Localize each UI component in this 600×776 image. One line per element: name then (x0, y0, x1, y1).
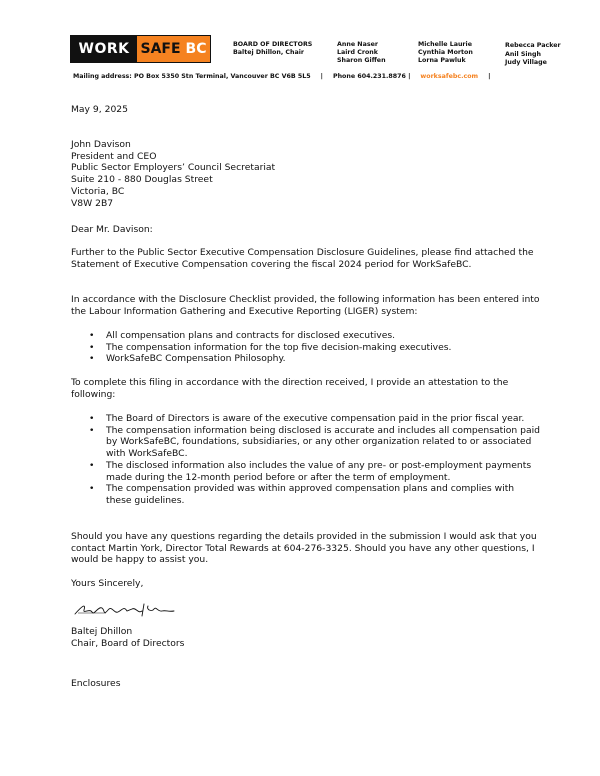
list-item-text: WorkSafeBC Compensation Philosophy. (106, 353, 286, 365)
list-item-text: The compensation information being disclosed is accurate and includes all compensation paid by WorkSafeBC, foundations, subsidiaries, or any other organization related to or associated with WorkSafeBC. (106, 424, 540, 460)
director-name: Anne Naser (337, 41, 378, 48)
recipient-line: President and CEO (71, 150, 157, 162)
list-item (71, 460, 541, 483)
phone-number: Phone 604.231.8876 | (332, 73, 411, 80)
list-item-text: The compensation provided was within approved compensation plans and complies with these guidelines. (106, 483, 515, 506)
attestation-list (71, 413, 541, 507)
paragraph-attestation (71, 377, 541, 400)
worksafebc-logo (70, 35, 211, 63)
logo-safe: SAFE (140, 41, 181, 57)
paragraph-text: Should you have any questions regarding the details provided in the submission I would ask that you contact Martin York, Director Total Rewards at 604-276-3325. Should you have any other questions, I would be happy to assist you. (71, 531, 537, 566)
list-item (71, 413, 541, 425)
salutation: Dear Mr. Davison: (71, 224, 153, 235)
logo-safe-bc (137, 36, 210, 62)
list-item-text: The disclosed information also includes the value of any pre- or post-employment payments made during the 12-month period before or after the term of employment. (106, 459, 532, 483)
enclosures-note: Enclosures (71, 678, 121, 689)
directors-column-3 (505, 42, 561, 68)
list-item (71, 330, 541, 342)
paragraph-text: To complete this filing in accordance with the direction received, I provide an attestation to the following: (71, 377, 509, 400)
board-title: BOARD OF DIRECTORS (233, 41, 313, 48)
bullet-icon: • (89, 330, 95, 341)
separator: | (488, 73, 491, 80)
disclosed-items-list (71, 330, 541, 365)
director-name: Laird Cronk (337, 49, 378, 56)
paragraph-contact (71, 531, 541, 566)
board-heading (233, 41, 312, 57)
director-name: Cynthia Morton (418, 49, 473, 56)
directors-column-1 (337, 41, 386, 65)
list-item (71, 483, 541, 506)
logo-bc: BC (185, 41, 207, 57)
paragraph-text: Further to the Public Sector Executive Compensation Disclosure Guidelines, please find attached the Statement of Executive Compensation covering the fiscal 2024 period for WorkSafeBC. (71, 247, 534, 270)
signer-name: Baltej Dhillon (71, 626, 133, 637)
directors-column-2 (418, 41, 473, 65)
board-chair: Baltej Dhillon, Chair (233, 49, 305, 56)
website-link[interactable]: worksafebc.com (420, 73, 479, 80)
recipient-line: V8W 2B7 (71, 197, 114, 209)
list-item-text: The compensation information for the top five decision-making executives. (106, 341, 452, 353)
paragraph-text: In accordance with the Disclosure Checklist provided, the following information has been entered into the Labour Information Gathering and Executive Reporting (LIGER) system: (71, 294, 540, 317)
bullet-icon: • (89, 341, 95, 353)
signature-icon (72, 600, 177, 620)
list-item (71, 425, 541, 460)
bullet-icon: • (89, 483, 95, 495)
list-item (71, 353, 541, 365)
paragraph-checklist (71, 294, 541, 317)
logo-work: WORK (71, 36, 137, 62)
mailing-address: Mailing address: PO Box 5350 Stn Terminal, Vancouver BC V6B 5L5 (73, 73, 311, 80)
recipient-line: John Davison (71, 139, 131, 150)
director-name: Michelle Laurie (418, 41, 472, 48)
list-item-text: The Board of Directors is aware of the executive compensation paid in the prior fiscal year. (106, 413, 525, 424)
signer-title: Chair, Board of Directors (71, 637, 185, 649)
paragraph-intro (71, 247, 541, 270)
director-name: Lorna Pawluk (418, 57, 466, 64)
letter-date: May 9, 2025 (71, 104, 128, 115)
signer-block (71, 626, 541, 649)
closing: Yours Sincerely, (71, 578, 144, 589)
director-name: Anil Singh (505, 50, 542, 58)
bullet-icon: • (89, 353, 95, 365)
bullet-icon: • (89, 424, 95, 436)
recipient-line: Public Sector Employers’ Council Secretariat (71, 162, 276, 174)
contact-line (73, 73, 500, 80)
recipient-line: Victoria, BC (71, 185, 125, 197)
bullet-icon: • (89, 413, 95, 424)
list-item (71, 342, 541, 354)
director-name: Judy Village (505, 59, 547, 67)
list-item-text: All compensation plans and contracts for disclosed executives. (106, 330, 396, 341)
director-name: Sharon Giffen (337, 57, 386, 64)
separator: | (320, 73, 323, 80)
recipient-address (71, 139, 541, 209)
bullet-icon: • (89, 459, 95, 471)
director-name: Rebecca Packer (505, 42, 561, 49)
recipient-line: Suite 210 - 880 Douglas Street (71, 174, 213, 186)
